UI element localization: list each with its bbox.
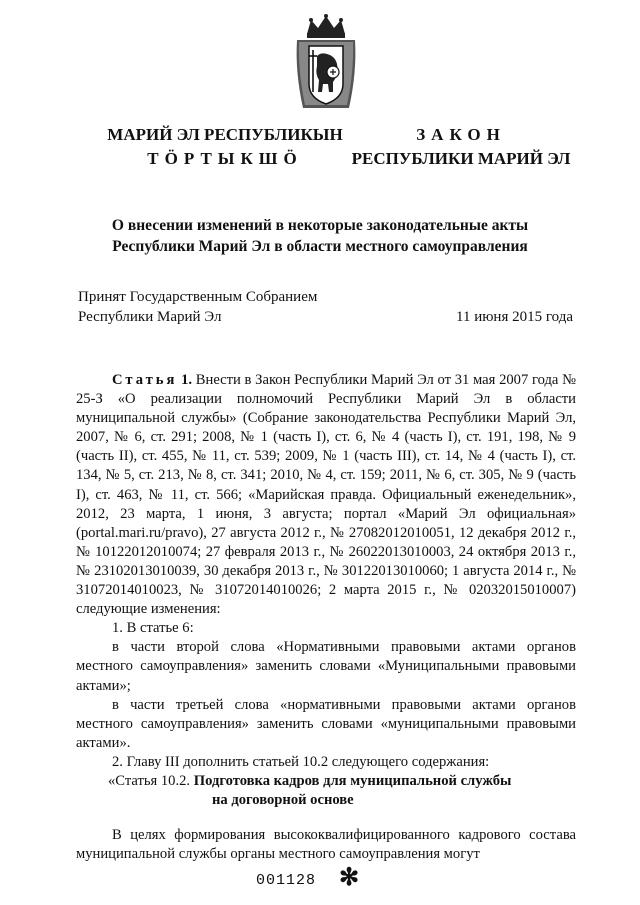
title-line1: О внесении изменений в некоторые законодательные акты: [111, 217, 529, 234]
article-1-paragraph: [76, 371, 576, 619]
adoption-date: 11 июня 2015 года: [456, 309, 573, 325]
law-body: [76, 371, 576, 864]
header-republic-right: [336, 123, 586, 171]
document-number: 001128: [256, 872, 317, 889]
header-right-line2: РЕСПУБЛИКИ МАРИЙ ЭЛ: [351, 149, 571, 168]
title-line2: Республики Марий Эл в области местного самоуправления: [112, 238, 528, 255]
adopted-line1: Принят Государственным Собранием: [78, 289, 318, 305]
header-left-line1: МАРИЙ ЭЛ РЕСПУБЛИКЫН: [107, 125, 343, 144]
article-text: Внести в Закон Республики Марий Эл от 31 мая 2007 года № 25-З «О реализации полномочий Республики Марий Эл в области муниципальной службы» (Собрание законодательства Республики Марий Эл, 2007, № 6, ст. 291; 2008, № 1 (часть I), ст. 6, № 4 (часть I), ст. 191, 198, № 9 (часть II), ст. 455, № 11, ст. 539; 2009, № 1 (часть III), ст. 14, № 4 (часть I), ст. 134, № 5, ст. 213, № 8, ст. 341; 2010, № 4, ст. 159; 2011, № 6, ст. 305, № 9 (часть I), ст. 463, № 11, ст. 566; «Марийская правда. Официальный еженедельник», 2012, 23 марта, 1 июня, 3 августа; портал «Марий Эл официальная» (portal.mari.ru/pravo), 27 августа 2012 г., № 27082012010051, 12 декабря 2012 г., № 10122012010074; 27 февраля 2013 г., № 26022013010003, 24 октября 2013 г., № 23102013010039, 30 декабря 2013 г., № 30122013010060; 1 августа 2014 г., № 31072014010023, № 31072014010026; 2 марта 2015 г., № 02032015010007) следующие изменения:: [76, 372, 576, 618]
coat-of-arms-emblem: [293, 12, 359, 114]
item-1: 1. В статье 6:: [112, 620, 194, 637]
item-1b: в части третьей слова «нормативными правовыми актами органов местного самоуправления» заменить словами «муниципальными правовыми актами».: [76, 696, 576, 751]
header-left-line2: ТӦРТЫКШӦ: [147, 149, 303, 168]
header-right-line1: ЗАКОН: [416, 125, 506, 144]
new-article-heading: [76, 772, 576, 810]
article-label: Статья: [112, 372, 178, 388]
adoption-block: [78, 287, 578, 327]
header-republic-left: [100, 123, 350, 171]
item-1a: в части второй слова «Нормативными правовыми актами органов местного самоуправления» заменить словами «Муниципальными правовыми актами»;: [76, 639, 576, 694]
document-title: [60, 215, 580, 257]
adopted-line2: Республики Марий Эл: [78, 309, 222, 325]
new-article-title-line2: на договорной основе: [212, 792, 354, 809]
footer-star-mark: ✻: [339, 865, 360, 891]
new-article-title-line1: Подготовка кадров для муниципальной службы: [193, 772, 512, 789]
article-number: 1.: [181, 372, 193, 388]
item-2: 2. Главу III дополнить статьей 10.2 следующего содержания:: [112, 753, 490, 770]
new-article-prefix: «Статья 10.2.: [108, 772, 191, 789]
last-paragraph: В целях формирования высококвалифицированного кадрового состава муниципальной службы органы местного самоуправления могут: [76, 827, 576, 863]
